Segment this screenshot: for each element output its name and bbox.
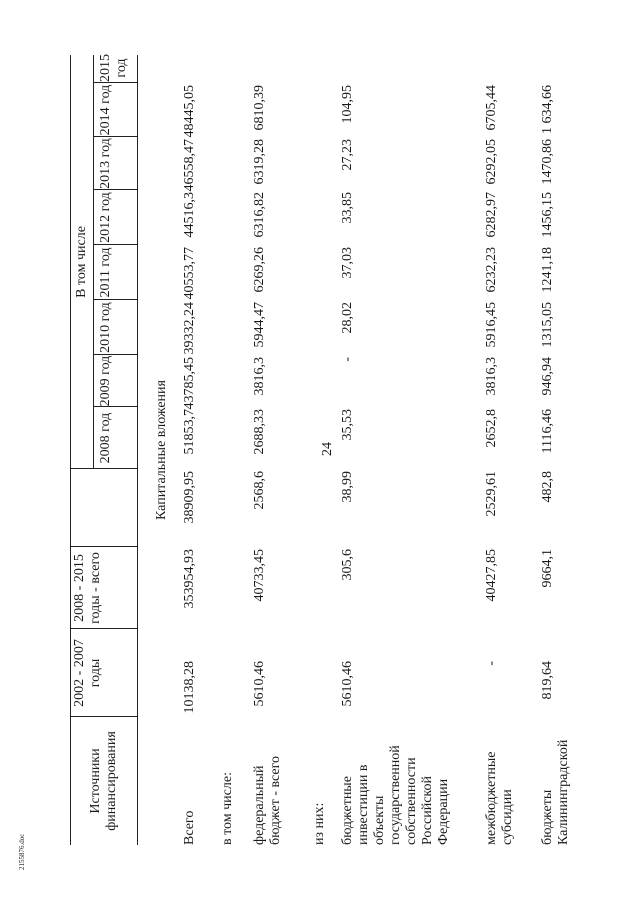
- table-cell: 9664,1: [540, 549, 555, 588]
- table-cell: 51853,7: [182, 409, 197, 455]
- table-cell: 38909,95: [182, 471, 197, 524]
- table-cell: 5916,45: [484, 302, 499, 348]
- table-top-border: [70, 55, 71, 845]
- table-cell: 3816,3: [252, 357, 267, 396]
- table-cell: 2529,61: [484, 471, 499, 517]
- table-cell: 482,8: [540, 471, 555, 503]
- table-cell: 2652,8: [484, 409, 499, 448]
- table-cell: 6292,05: [484, 139, 499, 185]
- table-cell: 6810,39: [252, 85, 267, 131]
- table-cell: 6316,82: [252, 192, 267, 238]
- header-year: 2011 год: [98, 247, 113, 298]
- table-cell: 48445,05: [182, 85, 197, 138]
- table-cell: 5944,47: [252, 302, 267, 348]
- table-cell: 2568,6: [252, 471, 267, 510]
- row-label-kaliningrad: бюджеты Калининградской: [540, 739, 571, 845]
- table-cell: 5610,46: [252, 661, 267, 707]
- page-number: 24: [320, 442, 335, 456]
- header-year: 2010 год: [98, 302, 113, 353]
- header-year: 2014 год: [98, 84, 113, 136]
- table-cell: 38,99: [340, 471, 355, 503]
- row-label-federal: федеральный бюджет - всего: [252, 756, 283, 845]
- table-cell: -: [340, 357, 355, 362]
- table-cell: 6232,23: [484, 247, 499, 293]
- table-cell: 1315,05: [540, 302, 555, 348]
- table-cell: 33,85: [340, 192, 355, 224]
- header-in-number: В том числе: [74, 226, 89, 298]
- table-cell: 28,02: [340, 302, 355, 334]
- header-year: 2013 год: [98, 138, 113, 189]
- table-cell: 6705,44: [484, 85, 499, 131]
- table-cell: 40553,77: [182, 247, 197, 300]
- row-label-total: Всего: [182, 810, 197, 845]
- table-cell: 27,23: [340, 139, 355, 171]
- header-year: 2009 год: [98, 355, 113, 407]
- table-cell: 946,94: [540, 357, 555, 396]
- table-cell: 819,64: [540, 661, 555, 700]
- label-of-which: из них:: [312, 802, 327, 845]
- table-cell: 46558,47: [182, 139, 197, 192]
- header-year: 2012 год: [98, 192, 113, 243]
- table-cell: 3816,3: [484, 357, 499, 396]
- header-year: 2015 год: [98, 54, 129, 82]
- table-cell: 40427,85: [484, 549, 499, 602]
- header-2002-2007: 2002 - 2007 годы: [72, 639, 103, 707]
- section-title: Капитальные вложения: [154, 380, 169, 520]
- table-cell: 1470,86: [540, 139, 555, 185]
- table-cell: 6269,26: [252, 247, 267, 293]
- table-cell: 6282,97: [484, 192, 499, 238]
- header-year: 2008 год: [98, 412, 113, 464]
- table-cell: 10138,28: [182, 661, 197, 714]
- table-cell: 1116,46: [540, 409, 555, 454]
- financing-table: [70, 55, 630, 845]
- table-cell: 35,53: [340, 409, 355, 441]
- table-cell: 305,6: [340, 549, 355, 581]
- table-cell: 353954,93: [182, 549, 197, 609]
- table-cell: 40733,45: [252, 549, 267, 602]
- table-cell: 43785,45: [182, 357, 197, 410]
- document-reference: 2155876.doc: [18, 833, 26, 870]
- table-cell: 6319,28: [252, 139, 267, 185]
- header-source: Источники финансирования: [88, 731, 119, 831]
- label-including: в том числе:: [220, 772, 235, 845]
- table-cell: 37,03: [340, 247, 355, 279]
- table-cell: 104,95: [340, 85, 355, 124]
- table-cell: 5610,46: [340, 661, 355, 707]
- row-label-subsidies: межбюджетные субсидии: [484, 751, 515, 845]
- table-cell: 2688,33: [252, 409, 267, 455]
- table-cell: 1456,15: [540, 192, 555, 238]
- table-cell: 44516,3: [182, 192, 197, 238]
- header-bottom-border: [137, 55, 138, 845]
- row-label-investments: бюджетные инвестиции в объекты государственной собственности Российской Федерации: [340, 745, 451, 845]
- table-cell: 1241,18: [540, 247, 555, 293]
- table-cell: 39332,24: [182, 302, 197, 355]
- table-cell: -: [484, 661, 499, 666]
- table-cell: 1 634,66: [540, 85, 555, 134]
- header-2008-2015: 2008 - 2015 годы - всего: [72, 552, 103, 624]
